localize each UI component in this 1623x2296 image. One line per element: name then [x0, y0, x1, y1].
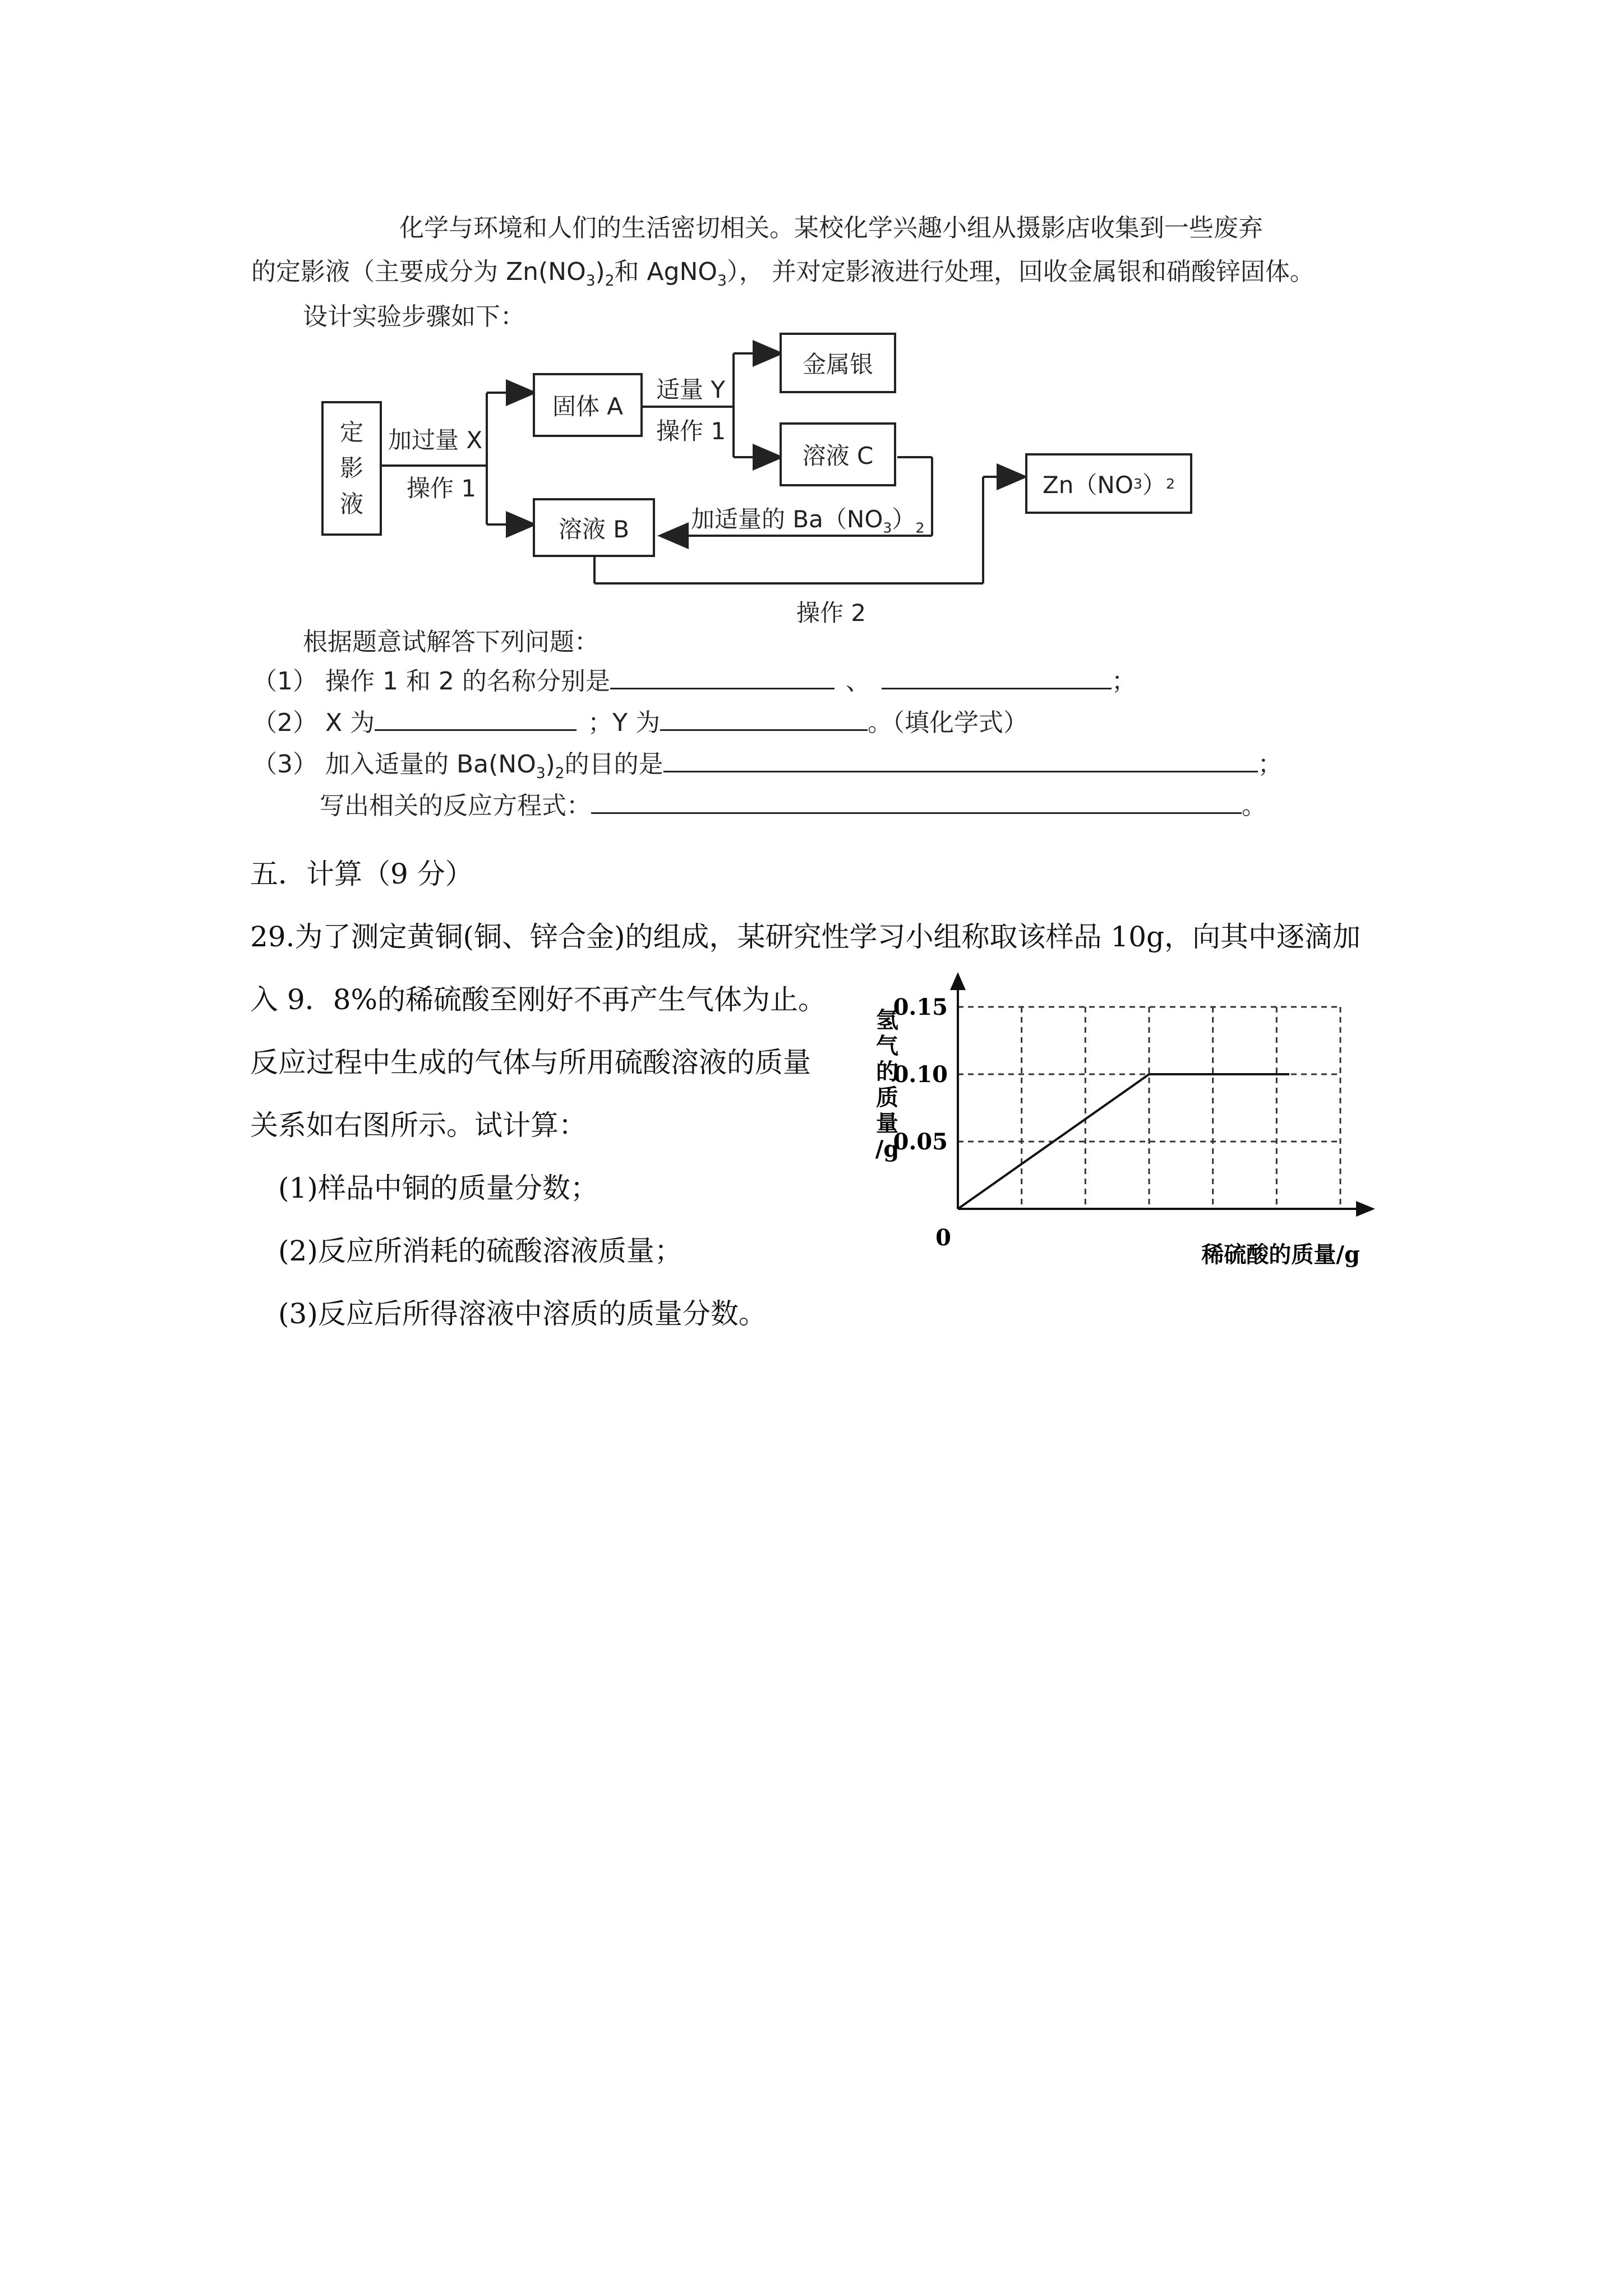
label-add-y: 适量 Y [656, 376, 726, 403]
y-tick-label: 0.05 [893, 1129, 948, 1155]
silver-box: 金属银 [780, 333, 896, 393]
zn-nitrate-box: Zn（NO 3 ） 2 [1025, 453, 1192, 514]
problem-29-line-3: 反应过程中生成的气体与所用硫酸溶液的质量 [250, 1046, 811, 1079]
solution-c-box: 溶液 C [780, 422, 896, 486]
section-5-heading: 五．计算（9 分） [250, 858, 473, 890]
x-axis-title: 稀硫酸的质量/g [1201, 1241, 1360, 1268]
y-tick-label: 0.10 [893, 1061, 948, 1088]
intro-line-1: 化学与环境和人们的生活密切相关。某校化学兴趣小组从摄影店收集到一些废弃 [399, 214, 1263, 242]
y-axis-title-char: 氢 [876, 1007, 898, 1033]
x-axis-arrow [1356, 1201, 1375, 1217]
solution-b-box: 溶液 B [533, 498, 655, 557]
question-3-equation: 写出相关的反应方程式： 。 [320, 785, 1266, 821]
question-2: （2） X 为 ；Y 为 。（填化学式） [252, 702, 1028, 738]
sub-question-3: (3)反应后所得溶液中溶质的质量分数。 [278, 1297, 767, 1330]
label-operation-1-left: 操作 1 [407, 475, 477, 502]
label-operation-2: 操作 2 [796, 599, 866, 627]
start-box: 定 影 液 [321, 401, 382, 536]
y-axis-arrow [950, 972, 966, 990]
problem-29-line-1: 29.为了测定黄铜(铜、锌合金)的组成，某研究性学习小组称取该样品 10g，向其中逐滴加 [250, 921, 1361, 953]
y-axis-title-char: 质 [876, 1084, 898, 1111]
label-add-ba-nitrate: 加适量的 $Ba(NO_3)_2$ [691, 505, 925, 536]
question-1: （1） 操作 1 和 2 的名称分别是 、 ； [252, 661, 1136, 697]
questions-lead: 根据题意试解答下列问题： [303, 628, 599, 656]
origin-label: 0 [935, 1225, 951, 1251]
label-add-x: 加过量 X [388, 426, 483, 454]
sub-question-2: (2)反应所消耗的硫酸溶液质量； [278, 1235, 683, 1267]
y-axis-title-char: /g [875, 1136, 900, 1162]
problem-29-line-2: 入 9．8%的稀硫酸至刚好不再产生气体为止。 [250, 983, 827, 1016]
sub-question-1: (1)样品中铜的质量分数； [278, 1172, 598, 1204]
question-3: （3） 加入适量的 $Ba(NO_3)_2$的目的是 ； [252, 744, 1283, 782]
y-axis-title-char: 的 [876, 1059, 898, 1085]
y-tick-label: 0.15 [893, 994, 948, 1020]
problem-29-line-4: 关系如右图所示。试计算： [250, 1109, 587, 1142]
y-axis-title-char: 量 [876, 1110, 898, 1137]
intro-line-3: 设计实验步骤如下： [303, 302, 525, 331]
solid-a-box: 固体 A [533, 373, 643, 437]
label-operation-1-right: 操作 1 [656, 417, 726, 445]
intro-line-2: 的定影液（主要成分为 $Zn(NO_3)_2$和 AgNO$_3$）， 并对定影液进行处理，回收金属银和硝酸锌固体。 [251, 257, 1315, 289]
y-axis-title-char: 气 [876, 1033, 898, 1059]
